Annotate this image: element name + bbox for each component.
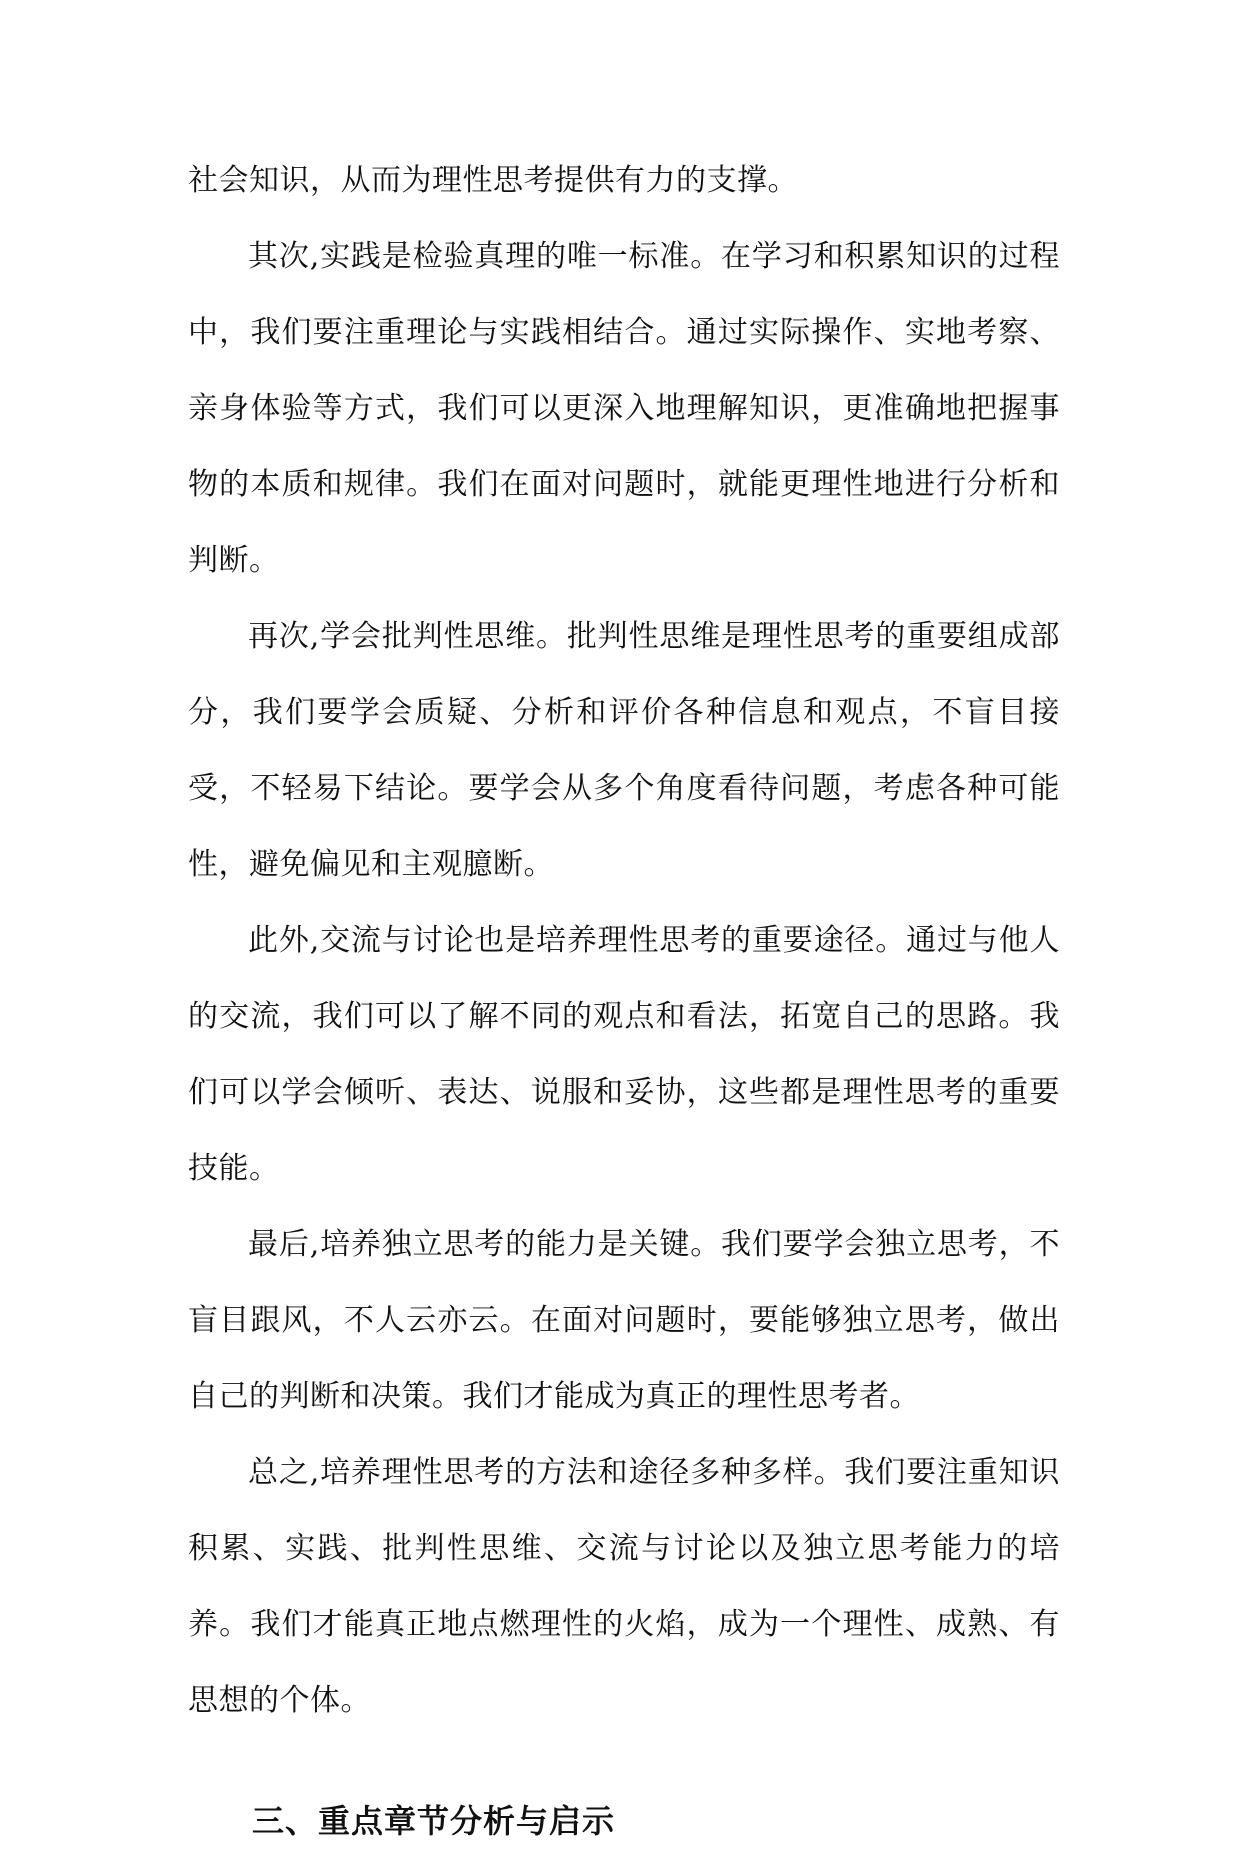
- paragraph-2: 其次,实践是检验真理的唯一标准。在学习和积累知识的过程中，我们要注重理论与实践相结合。通过实际操作、实地考察、亲身体验等方式，我们可以更深入地理解知识，更准确地把握事物的本质和规律。我们在面对问题时，就能更理性地进行分析和判断。: [188, 239, 1060, 578]
- paragraph-1: 社会知识，从而为理性思考提供有力的支撑。: [188, 163, 798, 198]
- paragraph-6: 总之,培养理性思考的方法和途径多种多样。我们要注重知识积累、实践、批判性思维、交流与讨论以及独立思考能力的培养。我们才能真正地点燃理性的火焰，成为一个理性、成熟、有思想的个体。: [188, 1455, 1060, 1718]
- paragraph-3: 再次,学会批判性思维。批判性思维是理性思考的重要组成部分，我们要学会质疑、分析和评价各种信息和观点，不盲目接受，不轻易下结论。要学会从多个角度看待问题，考虑各种可能性，避免偏见和主观臆断。: [188, 619, 1060, 882]
- document-body: [188, 143, 1060, 1859]
- paragraph-4: 此外,交流与讨论也是培养理性思考的重要途径。通过与他人的交流，我们可以了解不同的观点和看法，拓宽自己的思路。我们可以学会倾听、表达、说服和妥协，这些都是理性思考的重要技能。: [188, 923, 1060, 1186]
- paragraph-5: 最后,培养独立思考的能力是关键。我们要学会独立思考，不盲目跟风，不人云亦云。在面对问题时，要能够独立思考，做出自己的判断和决策。我们才能成为真正的理性思考者。: [188, 1227, 1060, 1414]
- section-heading: 三、重点章节分析与启示: [252, 1802, 616, 1840]
